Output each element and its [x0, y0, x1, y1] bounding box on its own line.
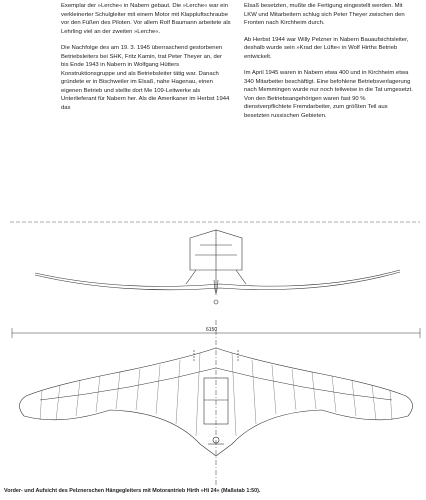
technical-drawing	[0, 200, 426, 486]
paragraph: Elsaß besetzten, mußte die Fertigung eingestellt werden. Mit LKW und Mitarbeitern schlug sich Peter Theyer zwischen den Fronten nach Kirchheim durch.	[244, 3, 405, 26]
text-column-left	[61, 2, 231, 120]
figure-caption: Vorder- und Aufsicht des Pelznerschen Hängegleiters mit Motorantrieb Hirth »Hi 24« (Maßstab 1:50).	[4, 488, 261, 494]
text-column-right	[244, 2, 414, 128]
paragraph: Ab Herbst 1944 war Willy Pelzner in Nabern Bauaufsichtsleiter, deshalb wurde sein »Krad der Lüfte« in Wolf Hirths Betrieb entwickelt.	[244, 36, 409, 60]
paragraph: Exemplar der »Lerche« in Nabern gebaut. Die »Lerche« war ein verkleinerter Schulgleiter mit einem Motor mit Klappluftschraube vor den Füßen des Piloten. Vor allem Rolf Baumann arbeitete als Lehrling viel an der zweiten »Lerche«.	[61, 3, 231, 35]
paragraph: Die Nachfolge des am 19. 3. 1945 überraschend gestorbenen Betriebsleiters bei SHK, Fritz Kamin, trat Peter Theyer an, der bis Ende 1943 in Nabern in Wolfgang Hütters Konstruktionsgruppe und als Betriebsleiter tätig war. Danach gründete er in Bischweiler im Elsaß, nahe Hagenau, einen eigenen Betrieb und stellte dort Me 109-Leitwerke als Unterlieferant für Nabern her. Als die Amerikaner im Herbst 1944 das	[61, 45, 230, 111]
paragraph: Im April 1945 waren in Nabern etwa 400 und in Kirchheim etwa 340 Mitarbeiter beschäftigt. Eine befohlene Betriebsverlagerung nach Memmingen wurde nur noch teilweise in die Tat umgesetzt. Von den Betriebsangehörigen waren fast 90 % dienstverpflichtete Fremdarbeiter, zum größten Teil aus besetzten russischen Gebieten.	[244, 70, 413, 119]
dimension-label: 6150	[206, 327, 218, 333]
